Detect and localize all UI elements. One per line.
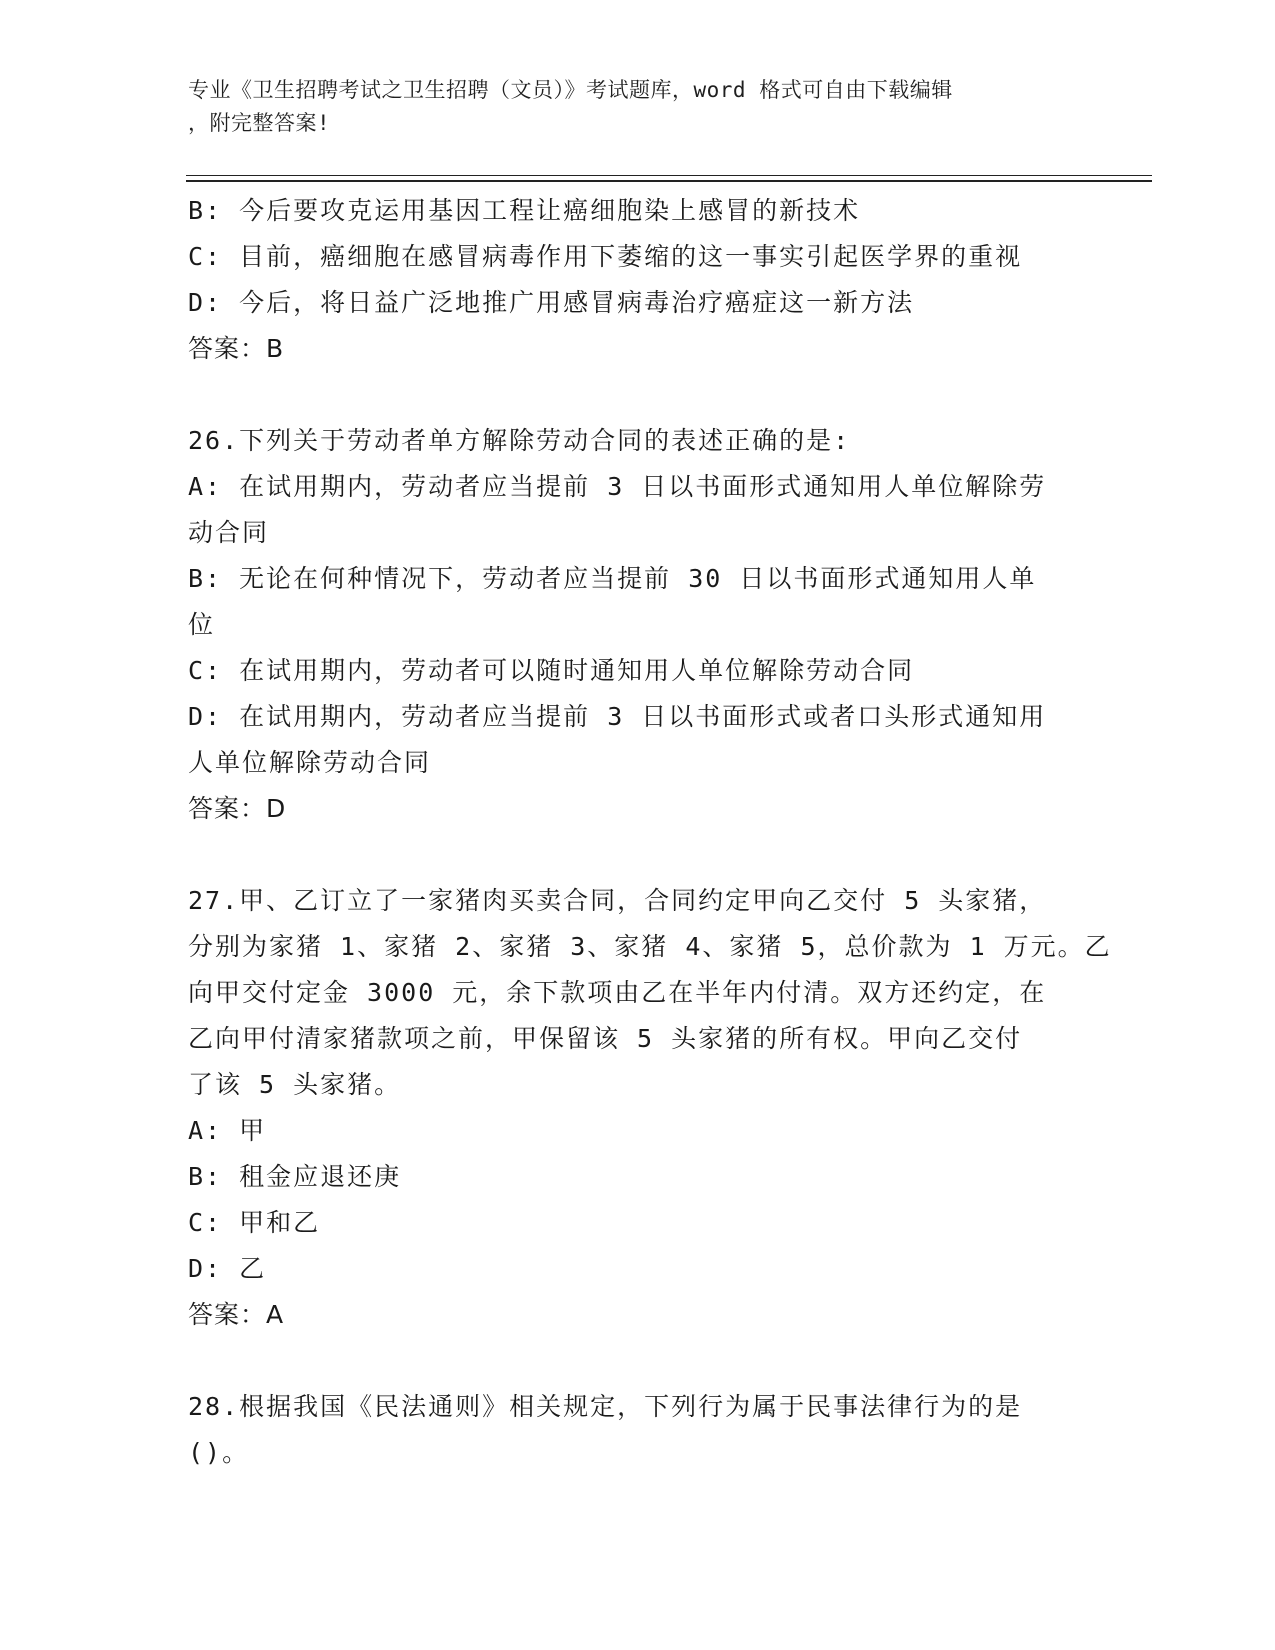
option-d-line-2: 人单位解除劳动合同 [188, 748, 432, 777]
question-stem-line-4: 乙向甲付清家猪款项之前，甲保留该 5 头家猪的所有权。甲向乙交付 [188, 1024, 1023, 1053]
option-a: A: 甲 [188, 1116, 267, 1145]
option-b-line-1: B: 无论在何种情况下，劳动者应当提前 30 日以书面形式通知用人单 [188, 564, 1037, 593]
question-25 [188, 188, 1088, 372]
header-line-2: ，附完整答案! [188, 111, 331, 135]
question-stem-line-2: 分别为家猪 1、家猪 2、家猪 3、家猪 4、家猪 5，总价款为 1 万元。乙 [188, 932, 1112, 961]
spacer [188, 372, 1088, 418]
option-d: D: 乙 [188, 1254, 267, 1283]
option-a-line-1: A: 在试用期内，劳动者应当提前 3 日以书面形式通知用人单位解除劳 [188, 472, 1047, 501]
question-stem-line-1: 28.根据我国《民法通则》相关规定，下列行为属于民事法律行为的是 [188, 1392, 1023, 1421]
question-stem-line-2: ()。 [188, 1438, 250, 1467]
answer-line: 答案：A [188, 1300, 285, 1329]
question-stem-line-3: 向甲交付定金 3000 元，余下款项由乙在半年内付清。双方还约定，在 [188, 978, 1047, 1007]
page-header [188, 74, 1088, 140]
option-b-line-2: 位 [188, 610, 216, 639]
answer-line: 答案：B [188, 334, 285, 363]
answer-line: 答案：D [188, 794, 287, 823]
question-26 [188, 418, 1088, 832]
option-d-line-1: D: 在试用期内，劳动者应当提前 3 日以书面形式或者口头形式通知用 [188, 702, 1047, 731]
question-28 [188, 1384, 1088, 1476]
option-b: B: 今后要攻克运用基因工程让癌细胞染上感冒的新技术 [188, 196, 861, 225]
question-stem-line-5: 了该 5 头家猪。 [188, 1070, 402, 1099]
header-line-1: 专业《卫生招聘考试之卫生招聘（文员）》考试题库，word 格式可自由下载编辑 [188, 78, 953, 102]
question-list [188, 188, 1112, 1476]
option-a-line-2: 动合同 [188, 518, 270, 547]
option-c: C: 在试用期内，劳动者可以随时通知用人单位解除劳动合同 [188, 656, 915, 685]
header-divider-thin [186, 175, 1152, 176]
spacer [188, 1338, 1088, 1384]
question-stem: 26.下列关于劳动者单方解除劳动合同的表述正确的是: [188, 426, 851, 455]
spacer [188, 832, 1088, 878]
header-divider-thick [186, 180, 1152, 182]
option-b: B: 租金应退还庚 [188, 1162, 402, 1191]
question-27 [188, 878, 1112, 1338]
option-c: C: 目前，癌细胞在感冒病毒作用下萎缩的这一事实引起医学界的重视 [188, 242, 1023, 271]
option-d: D: 今后，将日益广泛地推广用感冒病毒治疗癌症这一新方法 [188, 288, 915, 317]
question-stem-line-1: 27.甲、乙订立了一家猪肉买卖合同，合同约定甲向乙交付 5 头家猪， [188, 886, 1047, 915]
option-c: C: 甲和乙 [188, 1208, 321, 1237]
